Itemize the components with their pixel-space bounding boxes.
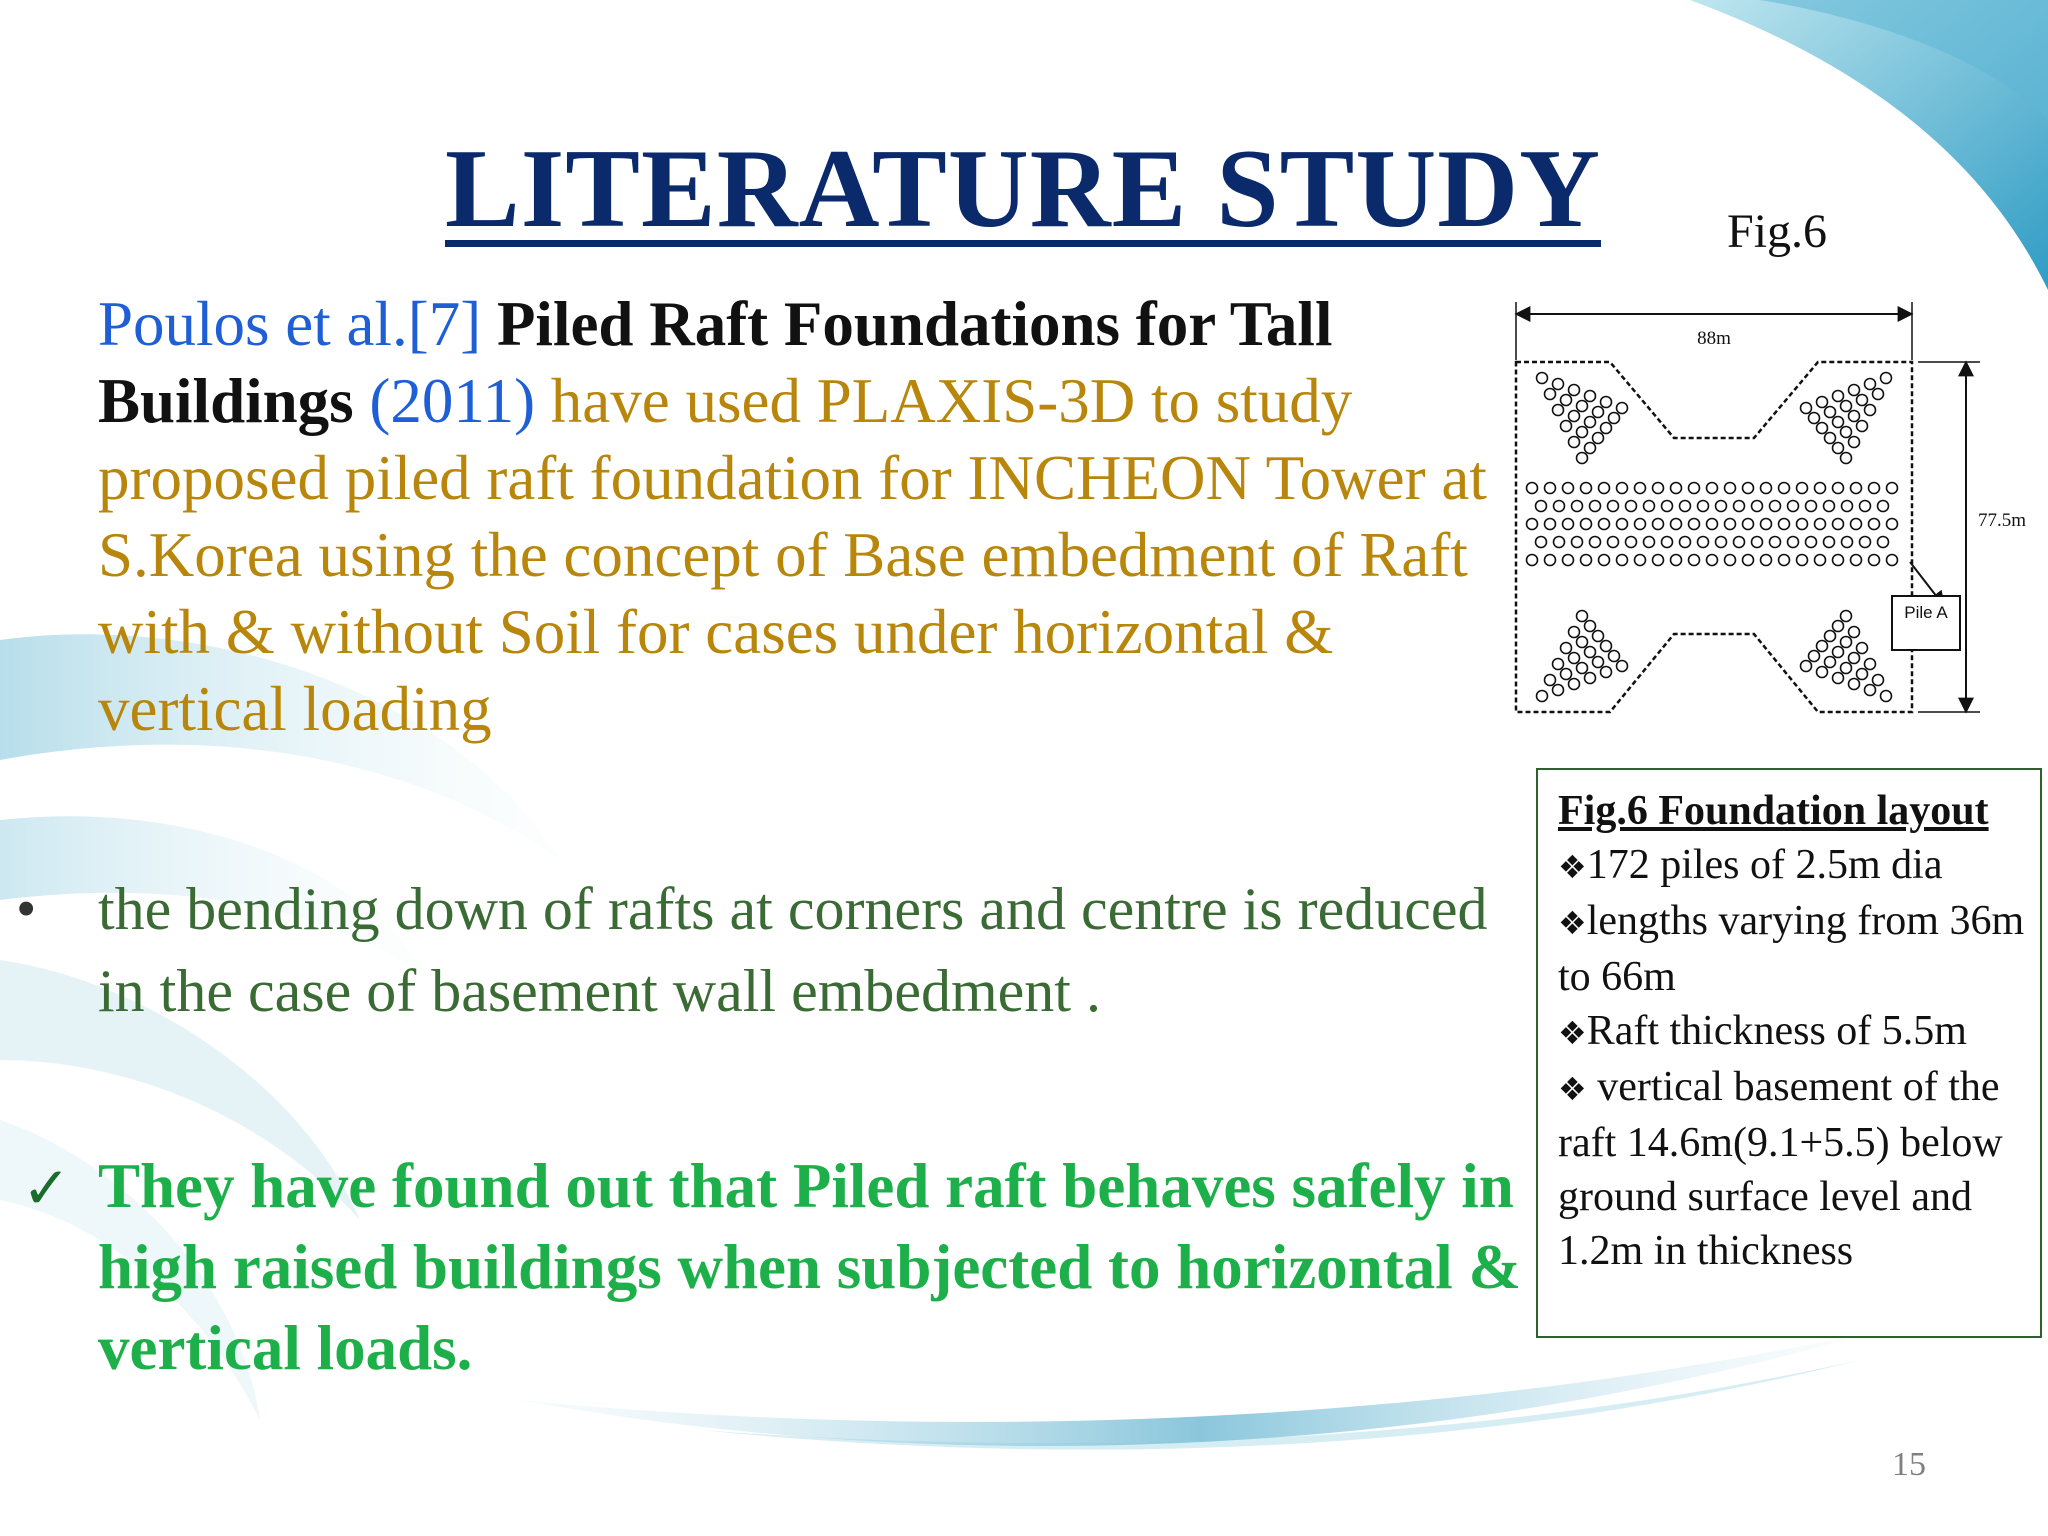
pile-circle	[1545, 389, 1556, 400]
pile-circle	[1585, 391, 1596, 402]
pile-circle	[1545, 555, 1556, 566]
pile-circle	[1585, 673, 1596, 684]
pile-circle	[1707, 519, 1718, 530]
pile-circle	[1797, 555, 1808, 566]
pile-circle	[1761, 483, 1772, 494]
pile-circle	[1599, 519, 1610, 530]
pile-circle	[1779, 483, 1790, 494]
pile-circle	[1849, 679, 1860, 690]
pile-circle	[1833, 555, 1844, 566]
pile-circle	[1585, 417, 1596, 428]
pile-circle	[1833, 417, 1844, 428]
pile-circle	[1851, 519, 1862, 530]
pile-circle	[1572, 501, 1583, 512]
paper-year: (2011)	[369, 366, 536, 436]
pile-circle	[1734, 537, 1745, 548]
pile-circle	[1585, 621, 1596, 632]
pile-circle	[1585, 647, 1596, 658]
pile-circle	[1725, 519, 1736, 530]
pile-circle	[1707, 483, 1718, 494]
pile-circle	[1537, 691, 1548, 702]
paper-title: Piled Raft Foundations for Tall Buildings	[98, 289, 1333, 436]
pile-circle	[1887, 555, 1898, 566]
pile-circle	[1841, 427, 1852, 438]
intro-paragraph	[98, 286, 1498, 748]
pile-circle	[1865, 379, 1876, 390]
info-item: ❖ vertical basement of the raft 14.6m(9.1+5.5) below ground surface level and 1.2m in thickness	[1558, 1064, 2003, 1274]
pile-circle	[1833, 621, 1844, 632]
pile-circle	[1577, 427, 1588, 438]
pile-circle	[1536, 537, 1547, 548]
pile-circle	[1707, 555, 1718, 566]
pile-circle	[1689, 519, 1700, 530]
pile-circle	[1563, 519, 1574, 530]
height-label: 77.5m	[1978, 510, 2027, 531]
pile-circle	[1849, 437, 1860, 448]
pile-circle	[1644, 537, 1655, 548]
pile-circle	[1752, 537, 1763, 548]
pile-circle	[1635, 483, 1646, 494]
pile-circle	[1857, 421, 1868, 432]
page-title: LITERATURE STUDY	[445, 127, 1601, 251]
pile-circle	[1537, 373, 1548, 384]
pile-circle	[1761, 555, 1772, 566]
pile-circle	[1593, 433, 1604, 444]
pile-circle	[1577, 663, 1588, 674]
pile-circle	[1635, 555, 1646, 566]
pile-circle	[1887, 483, 1898, 494]
pile-circle	[1788, 537, 1799, 548]
pile-circle	[1817, 667, 1828, 678]
pile-circle	[1841, 401, 1852, 412]
pile-circle	[1725, 555, 1736, 566]
pile-circle	[1554, 537, 1565, 548]
pile-circle	[1857, 669, 1868, 680]
pile-circle	[1865, 659, 1876, 670]
pile-circle	[1833, 673, 1844, 684]
pile-circle	[1561, 643, 1572, 654]
pile-circle	[1601, 641, 1612, 652]
info-box-title: Fig.6 Foundation layout	[1558, 788, 1989, 834]
pile-circle	[1743, 483, 1754, 494]
pile-circle	[1601, 423, 1612, 434]
pile-circle	[1857, 643, 1868, 654]
pile-circle	[1593, 631, 1604, 642]
pile-circle	[1873, 389, 1884, 400]
pile-circle	[1617, 555, 1628, 566]
info-item: ❖172 piles of 2.5m dia	[1558, 842, 1943, 888]
pile-circle	[1671, 519, 1682, 530]
pile-circle	[1553, 659, 1564, 670]
info-item: ❖lengths varying from 36m to 66m	[1558, 898, 2025, 1000]
pile-circle	[1851, 483, 1862, 494]
pile-circle	[1842, 537, 1853, 548]
pile-circle	[1563, 555, 1574, 566]
pile-circle	[1817, 423, 1828, 434]
pile-circle	[1860, 537, 1871, 548]
pile-circle	[1833, 647, 1844, 658]
pile-circle	[1841, 611, 1852, 622]
diamond-icon: ❖	[1558, 848, 1587, 886]
pile-circle	[1809, 651, 1820, 662]
pile-circle	[1609, 413, 1620, 424]
pile-circle	[1815, 519, 1826, 530]
pile-circle	[1545, 675, 1556, 686]
pile-circle	[1561, 669, 1572, 680]
pile-circle	[1881, 691, 1892, 702]
pile-circle	[1869, 519, 1880, 530]
pile-circle	[1841, 637, 1852, 648]
pile-circle	[1797, 519, 1808, 530]
pile-circle	[1644, 501, 1655, 512]
pile-circle	[1824, 537, 1835, 548]
pile-circle	[1569, 679, 1580, 690]
pile-circle	[1833, 443, 1844, 454]
pile-circle	[1801, 403, 1812, 414]
pile-circle	[1841, 663, 1852, 674]
pile-circle	[1849, 627, 1860, 638]
pile-circle	[1857, 395, 1868, 406]
pile-circle	[1572, 537, 1583, 548]
pile-circle	[1563, 483, 1574, 494]
pile-circle	[1569, 653, 1580, 664]
pile-circle	[1752, 501, 1763, 512]
pile-circle	[1593, 657, 1604, 668]
pile-circle	[1743, 519, 1754, 530]
pile-circle	[1593, 407, 1604, 418]
author-citation: Poulos et al.[7]	[98, 289, 482, 359]
pile-circle	[1698, 537, 1709, 548]
pile-circle	[1653, 555, 1664, 566]
pile-circle	[1734, 501, 1745, 512]
intro-text: have used PLAXIS-3D to study proposed piled raft foundation for INCHEON Tower at S.Korea using the concept of Base embedment of Raft with & without Soil for cases under horizontal & vertical loading	[98, 366, 1487, 744]
pile-circle	[1849, 653, 1860, 664]
pile-circle	[1577, 453, 1588, 464]
bullet-marker: •	[16, 876, 37, 941]
figure-label: Fig.6	[1727, 205, 1828, 258]
pile-circle	[1817, 641, 1828, 652]
pile-circle	[1608, 537, 1619, 548]
pile-circle	[1581, 519, 1592, 530]
pile-circle	[1801, 661, 1812, 672]
pile-circle	[1569, 385, 1580, 396]
pile-circle	[1577, 637, 1588, 648]
pile-circle	[1561, 395, 1572, 406]
pile-circle	[1569, 437, 1580, 448]
pile-circle	[1577, 401, 1588, 412]
pile-circle	[1545, 483, 1556, 494]
pile-circle	[1536, 501, 1547, 512]
pile-circle	[1779, 519, 1790, 530]
pile-circle	[1881, 373, 1892, 384]
pile-circle	[1609, 651, 1620, 662]
pile-circle	[1569, 411, 1580, 422]
pile-circle	[1815, 555, 1826, 566]
pile-circle	[1887, 519, 1898, 530]
pile-circle	[1698, 501, 1709, 512]
pile-circle	[1577, 611, 1588, 622]
pile-circle	[1617, 519, 1628, 530]
pile-circle	[1601, 397, 1612, 408]
diamond-icon: ❖	[1558, 1070, 1587, 1108]
pile-circle	[1561, 421, 1572, 432]
pile-circle	[1817, 397, 1828, 408]
page-number: 15	[1892, 1446, 1926, 1483]
pile-circle	[1825, 631, 1836, 642]
pile-circle	[1770, 537, 1781, 548]
pile-circle	[1878, 501, 1889, 512]
pile-circle	[1849, 411, 1860, 422]
pile-circle	[1797, 483, 1808, 494]
pile-circle	[1581, 555, 1592, 566]
pile-circle	[1825, 657, 1836, 668]
pile-circle	[1569, 627, 1580, 638]
pile-circle	[1635, 519, 1646, 530]
pile-circle	[1608, 501, 1619, 512]
pile-circle	[1761, 519, 1772, 530]
diamond-icon: ❖	[1558, 1014, 1587, 1052]
pile-circle	[1873, 675, 1884, 686]
pile-circle	[1725, 483, 1736, 494]
pile-circle	[1653, 483, 1664, 494]
pile-circle	[1626, 537, 1637, 548]
pile-circle	[1680, 501, 1691, 512]
pile-circle	[1581, 483, 1592, 494]
info-item: ❖Raft thickness of 5.5m	[1558, 1008, 1967, 1054]
pile-circle	[1878, 537, 1889, 548]
pile-circle	[1553, 685, 1564, 696]
pile-circle	[1545, 519, 1556, 530]
pile-circle	[1779, 555, 1790, 566]
pile-circle	[1680, 537, 1691, 548]
pile-circle	[1833, 519, 1844, 530]
pile-circle	[1809, 413, 1820, 424]
pile-circle	[1716, 501, 1727, 512]
finding-text: They have found out that Piled raft behaves safely in high raised buildings when subjected to horizontal & vertical loads.	[98, 1151, 1521, 1383]
bullet-text: the bending down of rafts at corners and centre is reduced in the case of basement wall embedment .	[98, 876, 1488, 1024]
pile-circle	[1824, 501, 1835, 512]
diamond-icon: ❖	[1558, 904, 1587, 942]
pile-circle	[1662, 501, 1673, 512]
pile-circle	[1851, 555, 1862, 566]
pile-circle	[1617, 661, 1628, 672]
pile-circle	[1527, 483, 1538, 494]
pile-circle	[1689, 555, 1700, 566]
pile-circle	[1617, 403, 1628, 414]
pile-circle	[1833, 483, 1844, 494]
pile-circle	[1743, 555, 1754, 566]
pile-circle	[1770, 501, 1781, 512]
pile-circle	[1869, 483, 1880, 494]
pile-circle	[1585, 443, 1596, 454]
pile-circle	[1865, 685, 1876, 696]
pile-circle	[1601, 667, 1612, 678]
pile-circle	[1788, 501, 1799, 512]
pile-circle	[1554, 501, 1565, 512]
pile-circle	[1860, 501, 1871, 512]
pile-circle	[1815, 483, 1826, 494]
pile-circle	[1842, 501, 1853, 512]
pile-circle	[1806, 537, 1817, 548]
pile-circle	[1626, 501, 1637, 512]
pile-circle	[1806, 501, 1817, 512]
pile-circle	[1671, 555, 1682, 566]
pile-circle	[1590, 501, 1601, 512]
pile-circle	[1865, 405, 1876, 416]
pile-circle	[1825, 433, 1836, 444]
pile-circle	[1527, 519, 1538, 530]
pile-circle	[1553, 379, 1564, 390]
pile-circle	[1662, 537, 1673, 548]
foundation-layout-diagram	[1510, 300, 2048, 720]
pile-circle	[1869, 555, 1880, 566]
check-icon: ✓	[22, 1154, 71, 1222]
pile-circle	[1689, 483, 1700, 494]
pile-circle	[1599, 483, 1610, 494]
pile-circle	[1617, 483, 1628, 494]
pile-circle	[1653, 519, 1664, 530]
pile-circle	[1841, 453, 1852, 464]
pile-circle	[1590, 537, 1601, 548]
pile-circle	[1833, 391, 1844, 402]
pile-circle	[1671, 483, 1682, 494]
pile-circle	[1599, 555, 1610, 566]
pile-circle	[1716, 537, 1727, 548]
pile-group	[1527, 373, 1898, 702]
pile-a-label: Pile A	[1904, 603, 1948, 622]
pile-circle	[1553, 405, 1564, 416]
width-label: 88m	[1697, 328, 1731, 349]
pile-circle	[1825, 407, 1836, 418]
pile-circle	[1849, 385, 1860, 396]
foundation-info-box	[1536, 768, 2042, 1338]
pile-circle	[1527, 555, 1538, 566]
